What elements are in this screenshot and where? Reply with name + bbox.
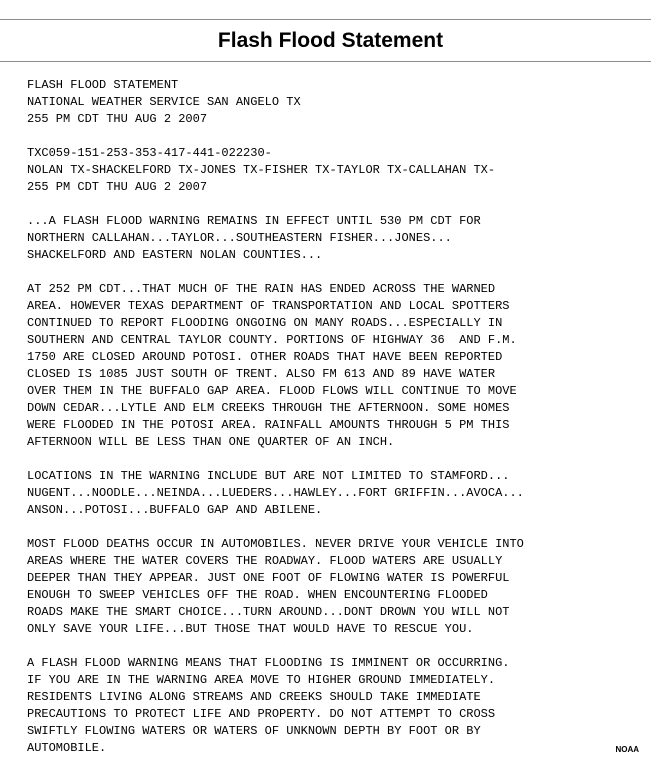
header-top-rule <box>0 19 651 20</box>
statement-line: ENOUGH TO SWEEP VEHICLES OFF THE ROAD. WHEN ENCOUNTERING FLOODED <box>27 588 488 602</box>
statement-paragraph <box>27 655 627 757</box>
statement-line: TXC059-151-253-353-417-441-022230- <box>27 146 272 160</box>
statement-line: PRECAUTIONS TO PROTECT LIFE AND PROPERTY. DO NOT ATTEMPT TO CROSS <box>27 707 496 721</box>
statement-line: AUTOMOBILE. <box>27 741 107 755</box>
statement-paragraph <box>27 281 627 451</box>
statement-line: AFTERNOON WILL BE LESS THAN ONE QUARTER OF AN INCH. <box>27 435 395 449</box>
statement-line: FLASH FLOOD STATEMENT <box>27 78 179 92</box>
statement-line: CLOSED IS 1085 JUST SOUTH OF TRENT. ALSO FM 613 AND 89 HAVE WATER <box>27 367 496 381</box>
statement-paragraph <box>27 145 627 196</box>
statement-line: LOCATIONS IN THE WARNING INCLUDE BUT ARE NOT LIMITED TO STAMFORD... <box>27 469 510 483</box>
statement-line: NOLAN TX-SHACKELFORD TX-JONES TX-FISHER TX-TAYLOR TX-CALLAHAN TX- <box>27 163 496 177</box>
statement-line: 255 PM CDT THU AUG 2 2007 <box>27 112 208 126</box>
statement-line: A FLASH FLOOD WARNING MEANS THAT FLOODING IS IMMINENT OR OCCURRING. <box>27 656 510 670</box>
statement-line: OVER THEM IN THE BUFFALO GAP AREA. FLOOD FLOWS WILL CONTINUE TO MOVE <box>27 384 517 398</box>
header-bottom-rule <box>0 61 651 62</box>
statement-body <box>27 77 627 774</box>
statement-paragraph <box>27 77 627 128</box>
statement-line: ANSON...POTOSI...BUFFALO GAP AND ABILENE. <box>27 503 323 517</box>
statement-paragraph <box>27 468 627 519</box>
statement-line: MOST FLOOD DEATHS OCCUR IN AUTOMOBILES. NEVER DRIVE YOUR VEHICLE INTO <box>27 537 524 551</box>
statement-line: ONLY SAVE YOUR LIFE...BUT THOSE THAT WOULD HAVE TO RESCUE YOU. <box>27 622 474 636</box>
statement-line: 1750 ARE CLOSED AROUND POTOSI. OTHER ROADS THAT HAVE BEEN REPORTED <box>27 350 503 364</box>
statement-line: ROADS MAKE THE SMART CHOICE...TURN AROUND...DONT DROWN YOU WILL NOT <box>27 605 510 619</box>
statement-line: NORTHERN CALLAHAN...TAYLOR...SOUTHEASTERN FISHER...JONES... <box>27 231 452 245</box>
statement-line: SWIFTLY FLOWING WATERS OR WATERS OF UNKNOWN DEPTH BY FOOT OR BY <box>27 724 481 738</box>
statement-line: NATIONAL WEATHER SERVICE SAN ANGELO TX <box>27 95 301 109</box>
statement-line: DOWN CEDAR...LYTLE AND ELM CREEKS THROUGH THE AFTERNOON. SOME HOMES <box>27 401 510 415</box>
statement-line: AT 252 PM CDT...THAT MUCH OF THE RAIN HAS ENDED ACROSS THE WARNED <box>27 282 496 296</box>
statement-line: SHACKELFORD AND EASTERN NOLAN COUNTIES... <box>27 248 323 262</box>
statement-line: NUGENT...NOODLE...NEINDA...LUEDERS...HAWLEY...FORT GRIFFIN...AVOCA... <box>27 486 524 500</box>
statement-line: WERE FLOODED IN THE POTOSI AREA. RAINFALL AMOUNTS THROUGH 5 PM THIS <box>27 418 510 432</box>
statement-line: SOUTHERN AND CENTRAL TAYLOR COUNTY. PORTIONS OF HIGHWAY 36 AND F.M. <box>27 333 517 347</box>
statement-line: AREA. HOWEVER TEXAS DEPARTMENT OF TRANSPORTATION AND LOCAL SPOTTERS <box>27 299 510 313</box>
statement-line: ...A FLASH FLOOD WARNING REMAINS IN EFFECT UNTIL 530 PM CDT FOR <box>27 214 481 228</box>
page-title: Flash Flood Statement <box>217 29 444 52</box>
statement-paragraph <box>27 536 627 638</box>
statement-line: AREAS WHERE THE WATER COVERS THE ROADWAY. FLOOD WATERS ARE USUALLY <box>27 554 503 568</box>
statement-line: CONTINUED TO REPORT FLOODING ONGOING ON MANY ROADS...ESPECIALLY IN <box>27 316 503 330</box>
noaa-credit: NOAA <box>615 745 639 754</box>
statement-line: DEEPER THAN THEY APPEAR. JUST ONE FOOT OF FLOWING WATER IS POWERFUL <box>27 571 510 585</box>
statement-line: RESIDENTS LIVING ALONG STREAMS AND CREEKS SHOULD TAKE IMMEDIATE <box>27 690 481 704</box>
statement-line: 255 PM CDT THU AUG 2 2007 <box>27 180 208 194</box>
statement-line: IF YOU ARE IN THE WARNING AREA MOVE TO HIGHER GROUND IMMEDIATELY. <box>27 673 496 687</box>
statement-paragraph <box>27 213 627 264</box>
